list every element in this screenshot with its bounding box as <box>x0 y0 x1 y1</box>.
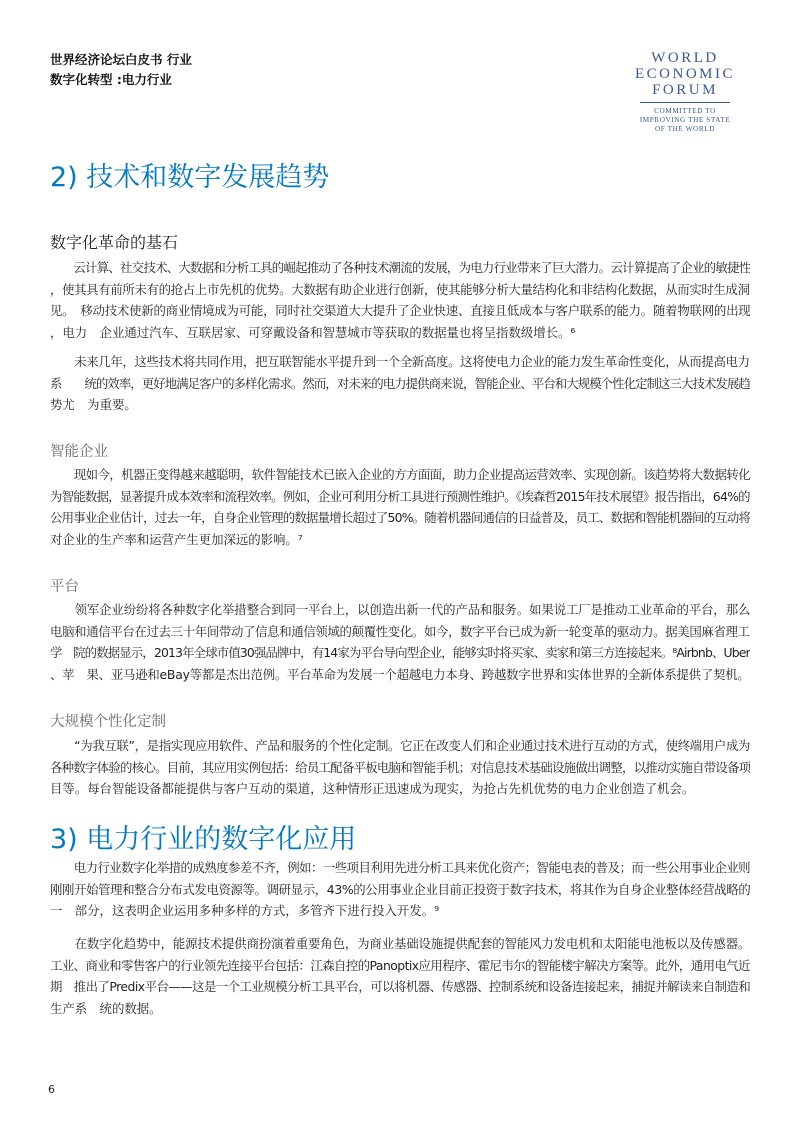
text-line: 学 院的数据显示，2013年全球市值30强品牌中，有14家为平台导向型企业，能够实时将买家、卖家和第三方连接起来。⁸Airbnb、Uber <box>50 645 750 660</box>
text-line: ，使其具有前所未有的抢占上市先机的优势。大数据有助企业进行创新，使其能够分析大量结构化和非结构化数据，从而实时生成洞 <box>50 281 750 297</box>
text-line: 系 统的效率，更好地满足客户的多样化需求。然而，对未来的电力提供商来说，智能企业、平台和大规模个性化定制这三大技术发展趋 <box>50 375 750 391</box>
logo-tagline-3: OF THE WORLD <box>654 125 716 133</box>
text-line: 现如今，机器正变得越来越聪明，软件智能技术已嵌入企业的方方面面，助力企业提高运营效率、实现创新。该趋势将大数据转化 <box>50 467 750 482</box>
text-line: 云计算、社交技术、大数据和分析工具的崛起推动了各种技术潮流的发展，为电力行业带来了巨大潜力。云计算提高了企业的敏捷性 <box>50 260 750 275</box>
paragraph <box>50 464 750 550</box>
text-line: 生产系 统的数据。 <box>50 1000 162 1016</box>
text-line: 为智能数据，显著提升成本效率和流程效率。例如，企业可利用分析工具进行预测性维护。《埃森哲2015年技术展望》报告指出，64%的 <box>50 488 750 504</box>
header-line-1: 世界经济论坛白皮书 行业 <box>50 52 192 67</box>
paragraph <box>50 599 750 685</box>
text-line: ，电力 企业通过汽车、互联居家、可穿戴设备和智慧城市等获取的数据量也将呈指数级增长。⁶ <box>50 324 576 340</box>
text-line: 、苹 果、亚马逊和eBay等都是杰出范例。平台革命为发展一个超越电力本身、跨越数字世界和实体世界的全新体系提供了契机。 <box>50 666 750 682</box>
subsection-mass-customization-title: 大规模个性化定制 <box>50 714 166 730</box>
section-3-title: 3) 电力行业的数字化应用 <box>50 824 357 855</box>
paragraph <box>50 933 750 1019</box>
paragraph <box>50 735 750 800</box>
subsection-platform-title: 平台 <box>50 579 79 595</box>
paragraph <box>50 257 750 343</box>
text-line: 工业、商业和零售客户的行业领先连接平台包括：江森自控的Panoptix应用程序、霍尼韦尔的智能楼宇解决方案等。此外，通用电气近 <box>50 957 750 973</box>
text-line: “为我互联”，是指实现应用软件、产品和服务的个性化定制。它正在改变人们和企业通过技术进行互动的方式，使终端用户成为 <box>50 738 750 753</box>
text-line: 一 部分，这表明企业运用多种多样的方式，多管齐下进行投入开发。⁹ <box>50 903 440 918</box>
section-2-title: 2) 技术和数字发展趋势 <box>50 162 330 193</box>
text-line: 电脑和通信平台在过去三十年间带动了信息和通信领域的颠覆性变化。如今，数字平台已成为新一轮变革的驱动力。据美国麻省理工 <box>50 623 750 639</box>
text-line: 势尤 为重要。 <box>50 397 137 412</box>
logo-word-2: ECONOMIC <box>634 66 735 82</box>
text-line: 刚刚开始管理和整合分布式发电资源等。调研显示，43%的公用事业企业目前正投资于数字技术，将其作为自身企业整体经营战略的 <box>50 881 750 897</box>
header-line-2: 数字化转型 :电力行业 <box>50 72 172 87</box>
subsection-smart-enterprise-title: 智能企业 <box>50 444 108 460</box>
document-header <box>50 50 192 90</box>
logo-word-3: FORUM <box>652 82 718 98</box>
paragraph <box>50 351 750 416</box>
logo-tagline-2: IMPROVING THE STATE <box>639 116 731 124</box>
logo-word-1: WORLD <box>651 50 719 66</box>
text-line: 各种数字体验的核心。目前，其应用实例包括：给员工配备平板电脑和智能手机；对信息技术基础设施做出调整，以推动实施自带设备项 <box>50 759 750 775</box>
section-2-subtitle: 数字化革命的基石 <box>50 233 179 252</box>
logo-tagline-1: COMMITTED TO <box>654 107 716 115</box>
text-line: 公用事业企业估计，过去一年，自身企业管理的数据量增长超过了50%。随着机器间通信的日益普及，员工、数据和智能机器间的互动将 <box>50 510 750 525</box>
text-line: 见。 移动技术使新的商业情境成为可能，同时社交渠道大大提升了企业快速、直接且低成本与客户联系的能力。随着物联网的出现 <box>50 303 750 318</box>
text-line: 期 推出了Predix平台——这是一个工业规模分析工具平台，可以将机器、传感器、控制系统和设备连接起来，捕捉并解读来自制造和 <box>50 979 750 994</box>
paragraph <box>50 857 750 922</box>
text-line: 电力行业数字化举措的成熟度参差不齐，例如：一些项目利用先进分析工具来优化资产；智能电表的普及；而一些公用事业企业则 <box>50 860 750 875</box>
text-line: 目等。每台智能设备都能提供与客户互动的渠道，这种情形正迅速成为现实，为抢占先机优势的电力企业创造了机会。 <box>50 781 695 796</box>
page-number: 6 <box>48 1083 55 1096</box>
wef-logo <box>620 50 750 134</box>
text-line: 未来几年，这些技术将共同作用，把互联智能水平提升到一个全新高度。这将使电力企业的能力发生革命性变化，从而提高电力 <box>50 354 750 369</box>
text-line: 在数字化趋势中，能源技术提供商扮演着重要角色，为商业基础设施提供配套的智能风力发电机和太阳能电池板以及传感器。 <box>50 936 750 951</box>
text-line: 领军企业纷纷将各种数字化举措整合到同一平台上，以创造出新一代的产品和服务。如果说工厂是推动工业革命的平台，那么 <box>50 602 750 617</box>
text-line: 对企业的生产率和运营产生更加深远的影响。⁷ <box>50 531 303 547</box>
logo-divider <box>640 102 730 103</box>
